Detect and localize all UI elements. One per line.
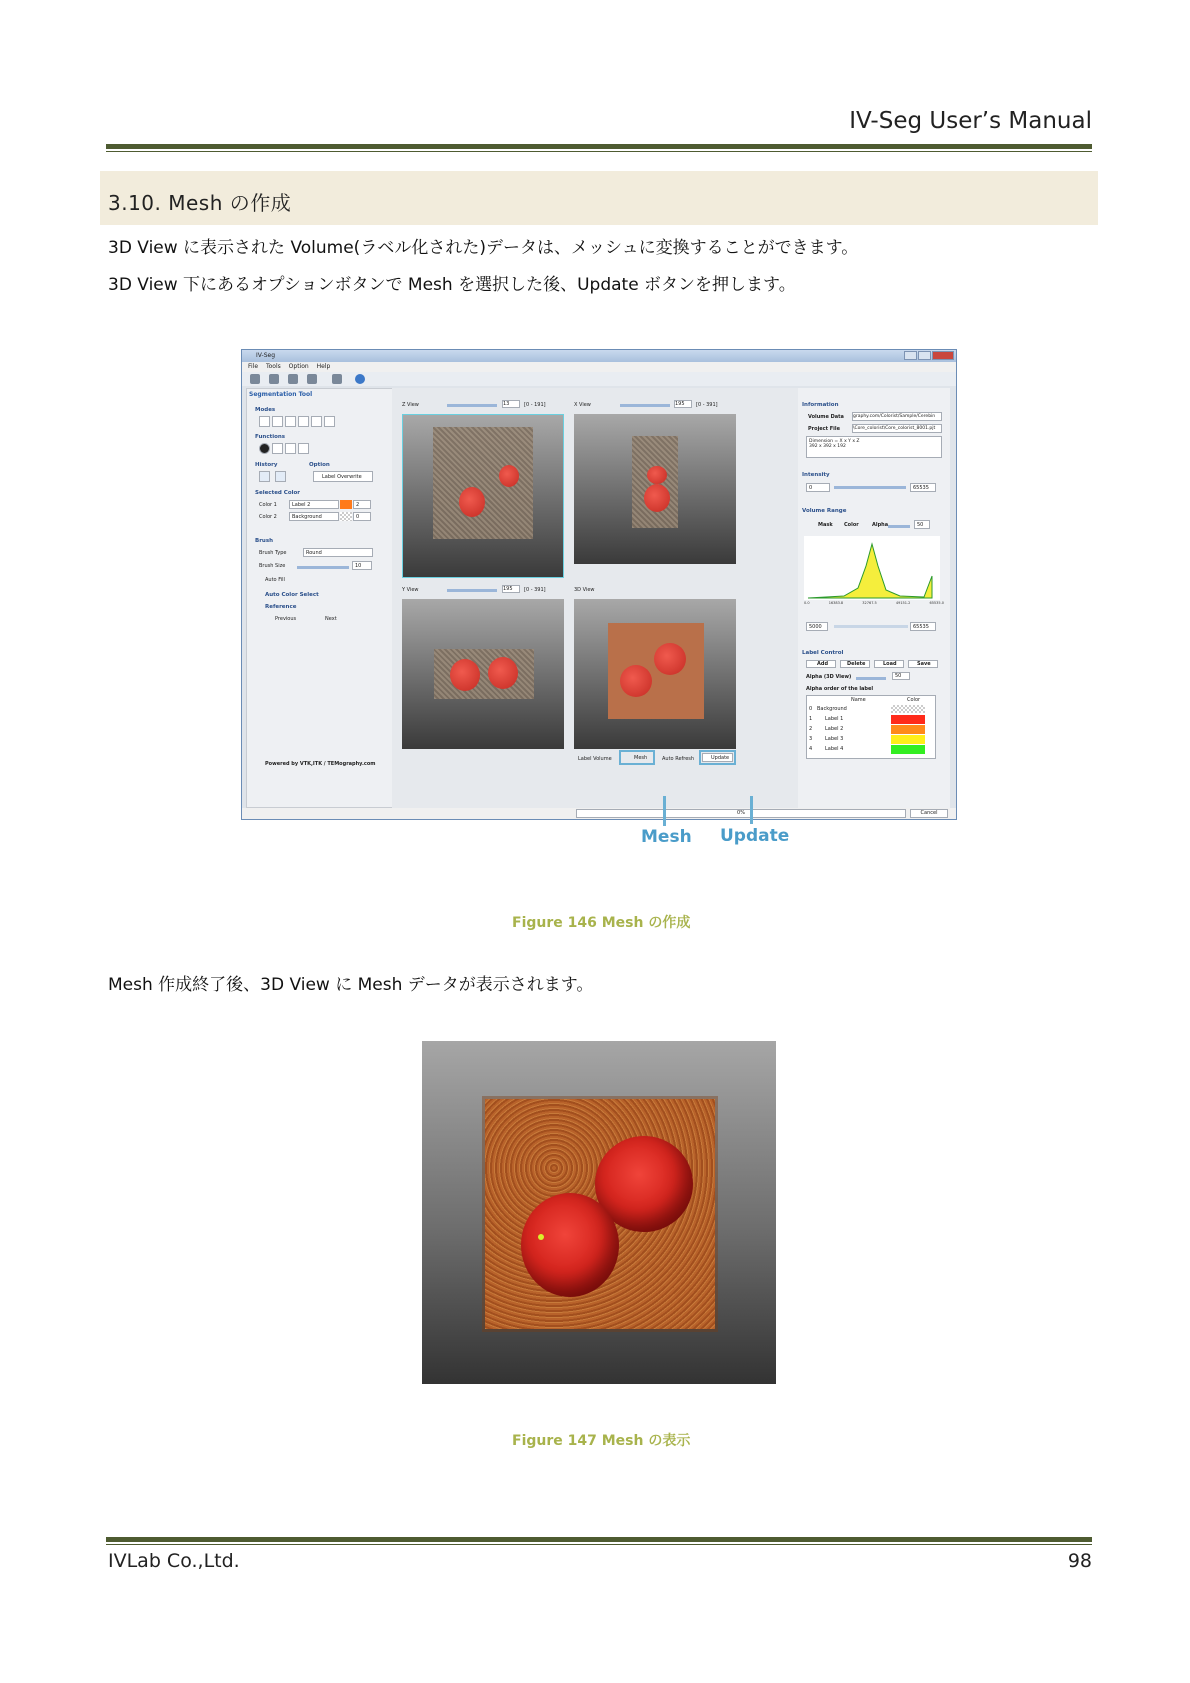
auto-fill-checkbox[interactable]: Auto Fill	[265, 577, 285, 583]
header-rule-thin	[106, 151, 1092, 152]
function-buttons	[259, 443, 329, 455]
table-row-4-color	[891, 745, 925, 754]
paragraph-2: 3D View 下にあるオプションボタンで Mesh を選択した後、Update ボタンを押します。	[108, 275, 796, 295]
color-button[interactable]: Color	[844, 522, 859, 528]
app-screenshot	[241, 349, 957, 820]
mesh-sphere-lower	[521, 1193, 619, 1297]
color1-label: Color 1	[259, 502, 277, 508]
z-slider[interactable]	[447, 404, 497, 407]
menu-option[interactable]: Option	[288, 363, 309, 370]
alpha-3d-field[interactable]: 50	[892, 672, 910, 680]
minimize-icon[interactable]	[904, 351, 917, 360]
table-row-4-name: Label 4	[825, 746, 844, 752]
modes-buttons	[259, 416, 379, 428]
delete-button[interactable]: Delete	[840, 660, 870, 668]
x-range: [0 - 391]	[696, 402, 718, 408]
y-slider[interactable]	[447, 589, 497, 592]
table-row-3-color	[891, 735, 925, 744]
table-row-1-index: 1	[809, 716, 813, 722]
table-header-color: Color	[907, 697, 921, 703]
range-slider[interactable]	[834, 625, 908, 628]
range-max[interactable]: 65535	[910, 622, 936, 631]
update-callout-line	[750, 796, 753, 824]
z-view-viewport[interactable]	[402, 414, 564, 578]
table-row-4-index: 4	[809, 746, 813, 752]
table-row-0-color	[891, 705, 925, 713]
page-number: 98	[1067, 1550, 1092, 1572]
flip-icon[interactable]	[272, 443, 283, 454]
app-title: IV-Seg	[256, 352, 275, 359]
modes-label: Modes	[255, 407, 276, 413]
x-view-label: X View	[574, 402, 591, 408]
project-file-field[interactable]: \Core_colorist\Core_colorist_8001.pjt	[852, 424, 942, 433]
update-button[interactable]: Update	[702, 753, 733, 762]
brush-size-field[interactable]: 10	[352, 561, 372, 570]
label-table	[806, 695, 936, 759]
range-min[interactable]: 5000	[806, 622, 828, 631]
export-icon[interactable]	[307, 374, 317, 384]
menu-file[interactable]: File	[248, 363, 259, 370]
histogram-ticks	[804, 601, 944, 605]
menu-tools[interactable]: Tools	[265, 363, 281, 370]
label-control-label: Label Control	[802, 650, 844, 656]
3d-view-viewport[interactable]	[574, 599, 736, 749]
save-icon[interactable]	[269, 374, 279, 384]
z-blob-2	[499, 465, 519, 487]
y-view-label: Y View	[402, 587, 419, 593]
intensity-label: Intensity	[802, 472, 830, 478]
option-label: Option	[309, 462, 330, 468]
app-toolbar	[242, 372, 956, 386]
menu-help[interactable]: Help	[316, 363, 331, 370]
intensity-slider[interactable]	[834, 486, 906, 489]
paragraph-1: 3D View に表示された Volume(ラベル化された)データは、メッシュに変換することができます。	[108, 238, 859, 258]
mesh-highlight-spot	[538, 1234, 544, 1240]
brush-size-label: Brush Size	[259, 563, 286, 569]
add-button[interactable]: Add	[806, 660, 836, 668]
brush-icon[interactable]	[285, 416, 296, 427]
y-blob-1	[450, 659, 480, 691]
brush-type-label: Brush Type	[259, 550, 287, 556]
wand-icon[interactable]	[298, 416, 309, 427]
hist-tick: 32767.5	[862, 601, 877, 605]
alpha-order-checkbox[interactable]: Alpha order of the label	[806, 686, 874, 692]
brush-type-select[interactable]: Round	[303, 548, 373, 557]
table-row-1-name: Label 1	[825, 716, 844, 722]
header-rule	[106, 144, 1092, 149]
hist-tick: 16383.8	[828, 601, 844, 605]
footer-rule	[106, 1537, 1092, 1542]
mesh-render-image	[422, 1041, 776, 1384]
info-icon[interactable]	[355, 374, 365, 384]
volume-data-field[interactable]: graphy.com/Colorist/Sample/Cerebin	[852, 412, 942, 421]
view-area	[392, 388, 798, 808]
book-icon[interactable]	[332, 374, 342, 384]
brush-label: Brush	[255, 538, 274, 544]
redo-icon[interactable]	[275, 471, 286, 482]
z-value[interactable]: 13	[502, 400, 520, 408]
mesh-radio[interactable]: Mesh	[634, 755, 648, 761]
next-radio[interactable]: Next	[325, 616, 337, 622]
save-as-icon[interactable]	[288, 374, 298, 384]
table-row-2-name: Label 2	[825, 726, 844, 732]
alpha-slider[interactable]	[888, 525, 910, 528]
z-range: [0 - 191]	[524, 402, 546, 408]
hist-tick: 49151.2	[895, 601, 911, 605]
table-row-3-name: Label 3	[825, 736, 844, 742]
hist-tick: 65535.0	[929, 601, 944, 605]
copy-icon[interactable]	[324, 416, 335, 427]
functions-label: Functions	[255, 434, 286, 440]
z-view-label: Z View	[402, 402, 419, 408]
auto-color-select-checkbox[interactable]: Auto Color Select	[265, 592, 319, 598]
dimension-value: 392 x 392 x 192	[809, 444, 846, 449]
save-button[interactable]: Save	[908, 660, 938, 668]
selected-color-label: Selected Color	[255, 490, 300, 496]
alpha-3d-slider[interactable]	[856, 677, 886, 680]
x-blob-1	[644, 484, 670, 512]
color2-swatch	[340, 512, 352, 521]
color1-index[interactable]: 2	[353, 500, 371, 509]
x-blob-2	[647, 466, 667, 484]
reference-label: Reference	[265, 604, 297, 610]
brush-size-slider[interactable]	[297, 566, 349, 569]
rect-icon[interactable]	[311, 416, 322, 427]
undo-icon[interactable]	[259, 471, 270, 482]
color1-field[interactable]: Label 2	[289, 500, 339, 509]
app-titlebar	[242, 350, 956, 362]
3d-view-label: 3D View	[574, 587, 595, 593]
histogram[interactable]	[804, 536, 940, 600]
volume-range-label: Volume Range	[802, 508, 847, 514]
grid-icon[interactable]	[298, 443, 309, 454]
table-row-2-color	[891, 725, 925, 734]
hist-tick: 0.0	[804, 601, 810, 605]
y-value[interactable]: 195	[502, 585, 520, 593]
segmentation-tool-panel	[246, 388, 394, 808]
y-blob-2	[488, 657, 518, 689]
maximize-icon[interactable]	[918, 351, 931, 360]
intensity-min[interactable]: 0	[806, 483, 830, 492]
mask-checkbox[interactable]: Mask	[818, 522, 833, 528]
dimension-box	[806, 436, 942, 458]
mesh-callout-line	[663, 796, 666, 826]
y-slice	[434, 649, 534, 699]
info-panel	[798, 388, 950, 808]
table-row-0-name: Background	[817, 706, 847, 712]
update-callout: Update	[720, 826, 790, 846]
dimension-label: Dimension = X x Y x Z	[809, 439, 860, 444]
figure-147-caption: Figure 147 Mesh の表示	[512, 1433, 691, 1449]
x-view-viewport[interactable]	[574, 414, 736, 564]
3d-blob-1	[620, 665, 652, 697]
app-menubar	[242, 362, 956, 372]
load-button[interactable]: Load	[874, 660, 904, 668]
color2-index[interactable]: 0	[353, 512, 371, 521]
progress-bar: 0%	[576, 809, 906, 818]
window-buttons	[903, 351, 954, 362]
powered-by: Powered by VTK,ITK / TEMography.com	[265, 761, 376, 767]
footer-company: IVLab Co.,Ltd.	[108, 1550, 240, 1572]
table-header-name: Name	[851, 697, 866, 703]
alpha-3d-label: Alpha (3D View)	[806, 674, 852, 680]
figure-146-caption: Figure 146 Mesh の作成	[512, 915, 691, 931]
table-row-2-index: 2	[809, 726, 813, 732]
pointer-icon[interactable]	[259, 416, 270, 427]
y-view-viewport[interactable]	[402, 599, 564, 749]
x-slider[interactable]	[620, 404, 670, 407]
color2-label: Color 2	[259, 514, 277, 520]
label-overwrite-button[interactable]: Label Overwrite	[313, 471, 373, 482]
color2-field[interactable]: Background	[289, 512, 339, 521]
previous-radio[interactable]: Previous	[275, 616, 297, 622]
volume-data-label: Volume Data	[808, 414, 844, 420]
paragraph-3: Mesh 作成終了後、3D View に Mesh データが表示されます。	[108, 975, 594, 995]
resize-icon[interactable]	[285, 443, 296, 454]
open-icon[interactable]	[250, 374, 260, 384]
table-row-0-index: 0	[809, 706, 813, 712]
cancel-button[interactable]: Cancel	[910, 809, 948, 818]
history-label: History	[255, 462, 278, 468]
polygon-icon[interactable]	[272, 416, 283, 427]
intensity-max[interactable]: 65535	[910, 483, 936, 492]
z-slice	[433, 427, 533, 539]
alpha-field[interactable]: 50	[914, 520, 930, 529]
manual-title: IV-Seg User’s Manual	[849, 108, 1092, 134]
close-icon[interactable]	[932, 351, 954, 360]
fill-icon[interactable]	[259, 443, 270, 454]
app-statusbar	[242, 808, 956, 820]
label-volume-radio[interactable]: Label Volume	[578, 756, 612, 762]
auto-refresh-checkbox[interactable]: Auto Refresh	[662, 756, 695, 762]
panel-title: Segmentation Tool	[249, 391, 313, 398]
color1-swatch	[340, 500, 352, 509]
y-range: [0 - 391]	[524, 587, 546, 593]
mesh-callout: Mesh	[641, 827, 692, 847]
table-row-3-index: 3	[809, 736, 813, 742]
alpha-label: Alpha	[872, 522, 889, 528]
section-title: 3.10. Mesh の作成	[108, 191, 292, 215]
x-value[interactable]: 195	[674, 400, 692, 408]
footer-rule-thin	[106, 1544, 1092, 1545]
information-label: Information	[802, 402, 839, 408]
3d-blob-2	[654, 643, 686, 675]
table-row-1-color	[891, 715, 925, 724]
project-file-label: Project File	[808, 426, 840, 432]
z-blob-1	[459, 487, 485, 517]
